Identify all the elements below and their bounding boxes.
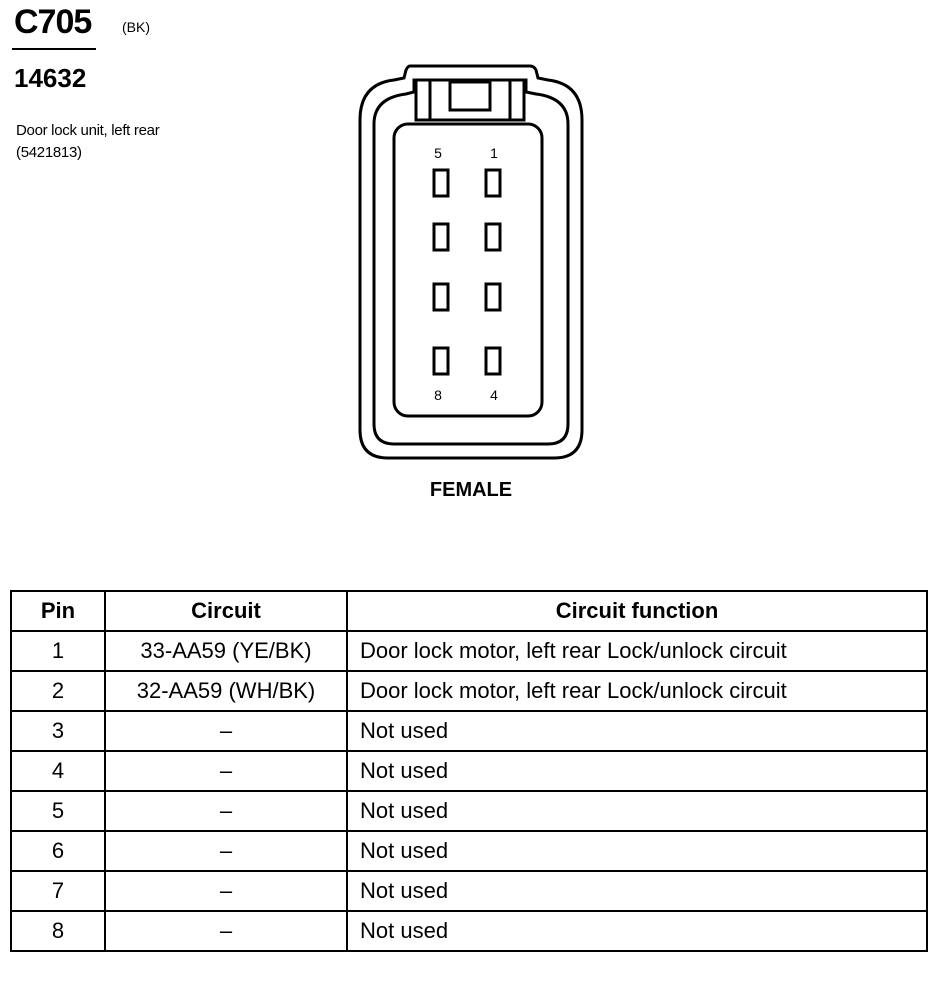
circuit-cell: – [105,751,347,791]
function-cell: Not used [347,791,927,831]
pin-cell: 6 [11,831,105,871]
table-row [11,791,927,831]
table-row [11,871,927,911]
function-cell: Not used [347,831,927,871]
connector-color: (BK) [122,19,150,35]
pin-cell: 2 [11,671,105,711]
function-cell: Not used [347,751,927,791]
table-header-row [11,591,927,631]
column-header-function: Circuit function [347,591,927,631]
circuit-cell: 33-AA59 (YE/BK) [105,631,347,671]
terminal-cavity [434,224,448,250]
connector-id: C705 [14,3,92,41]
function-cell: Not used [347,871,927,911]
connector-description: Door lock unit, left rear (5421813) [16,122,160,161]
terminal-cavity [434,284,448,310]
function-cell: Not used [347,911,927,951]
circuit-cell: – [105,871,347,911]
cavity-label-5: 5 [434,145,442,161]
terminal-cavity [486,284,500,310]
table-row [11,631,927,671]
table-row [11,911,927,951]
pin-cell: 7 [11,871,105,911]
connector-inner-housing [374,80,568,444]
function-cell: Door lock motor, left rear Lock/unlock circuit [347,631,927,671]
table-row [11,751,927,791]
terminal-cavity [434,170,448,196]
function-cell: Not used [347,711,927,751]
cavity-label-8: 8 [434,387,442,403]
table-row [11,671,927,711]
pin-cell: 3 [11,711,105,751]
connector-gender-label: FEMALE [429,479,513,501]
pin-cell: 8 [11,911,105,951]
table-row [11,831,927,871]
table-row [11,711,927,751]
terminal-cavity [434,348,448,374]
connector-cavity-face [394,124,542,416]
terminal-cavity [486,170,500,196]
circuit-cell: – [105,791,347,831]
pinout-table [10,590,928,952]
connector-latch [416,80,524,120]
function-cell: Door lock motor, left rear Lock/unlock circuit [347,671,927,711]
terminal-cavity [486,224,500,250]
connector-latch-tab [450,82,490,110]
circuit-cell: – [105,711,347,751]
cavity-label-1: 1 [490,145,498,161]
cavity-label-4: 4 [490,387,498,403]
circuit-cell: – [105,831,347,871]
pin-cell: 5 [11,791,105,831]
circuit-cell: – [105,911,347,951]
column-header-circuit: Circuit [105,591,347,631]
circuit-cell: 32-AA59 (WH/BK) [105,671,347,711]
terminal-cavity [486,348,500,374]
column-header-pin: Pin [11,591,105,631]
pin-cell: 1 [11,631,105,671]
part-number: 14632 [14,63,87,93]
pin-cell: 4 [11,751,105,791]
